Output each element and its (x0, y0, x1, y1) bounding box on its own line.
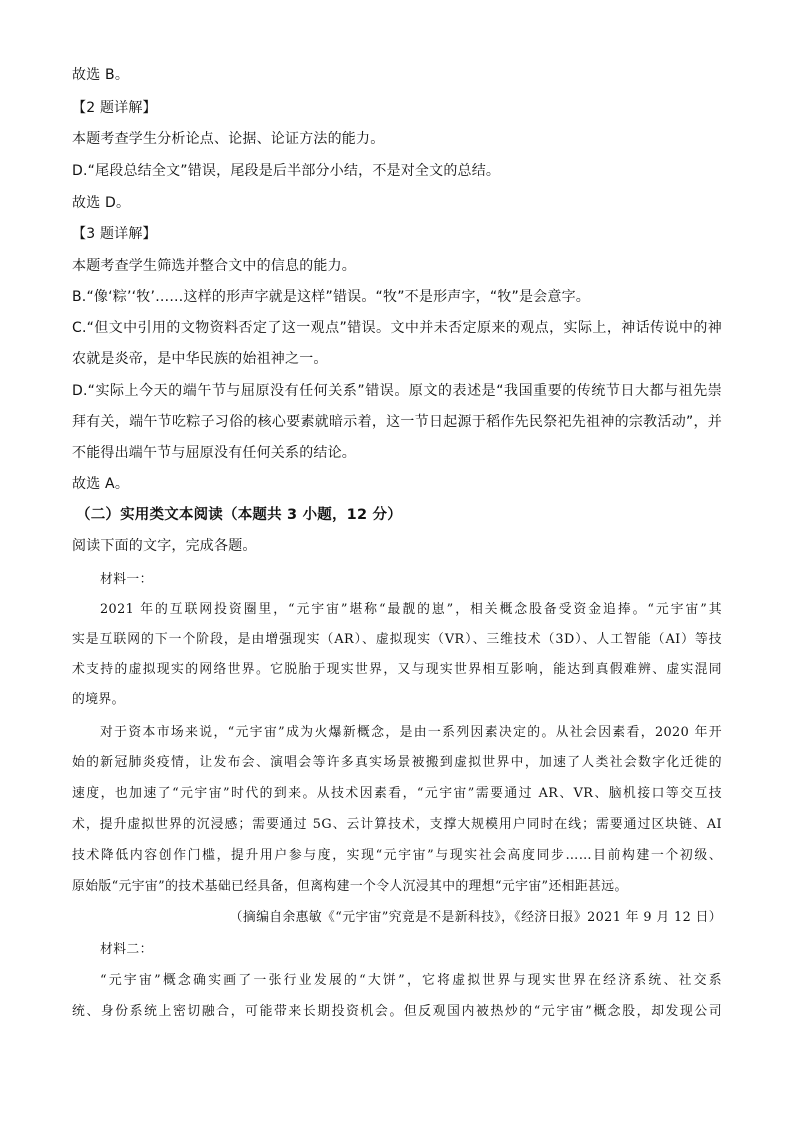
q3-option-c-line-1: C.“但文中引用的文物资料否定了这一观点”错误。文中并未否定原来的观点，实际上，神话传说中的神 (72, 320, 722, 336)
material1-p2-line-2: 始的新冠肺炎疫情，让发布会、演唱会等许多真实场景被搬到虚拟世界中，加速了人类社会数字化迁徙的 (72, 755, 722, 770)
q3-option-d-line-1: D.“实际上今天的端午节与屈原没有任何关系”错误。原文的表述是“我国重要的传统节日大都与祖先崇 (72, 383, 722, 399)
material1-label: 材料一： (100, 572, 153, 587)
section-heading: （二）实用类文本阅读（本题共 3 小题，12 分） (76, 507, 402, 523)
q3-option-d-line-2: 拜有关，端午节吃粽子习俗的核心要素就暗示着，这一节日起源于稻作先民祭祀先祖神的宗教活动”，并 (72, 414, 722, 430)
material1-p2-line-6: 原始版“元宇宙”的技术基础已经具备，但离构建一个令人沉浸其中的理想“元宇宙”还相距甚远。 (72, 879, 628, 894)
material1-p2-line-5: 技术降低内容创作门槛，提升用户参与度，实现“元宇宙”与现实社会高度同步……目前构建一个初级、 (72, 848, 722, 863)
material1-p2-line-1: 对于资本市场来说，“元宇宙”成为火爆新概念，是由一系列因素决定的。从社会因素看，2020 年开 (100, 725, 722, 740)
q2-option-d: D.“尾段总结全文”错误，尾段是后半部分小结，不是对全文的总结。 (72, 163, 501, 179)
material1-p2-line-4: 术，提升虚拟世界的沉浸感；需要通过 5G、云计算技术，支撑大规模用户同时在线；需要通过区块链、AI (72, 817, 722, 832)
material2-p1-line-2: 统、身份系统上密切融合，可能带来长期投资机会。但反观国内被热炒的“元宇宙”概念股，却发现公司 (72, 1004, 722, 1019)
material1-p1-line-1: 2021 年的互联网投资圈里，“元宇宙”堪称“最靓的崽”，相关概念股备受资金追捧。“元宇宙”其 (100, 602, 722, 617)
material1-p2-line-3: 速度，也加速了“元宇宙”时代的到来。从技术因素看，“元宇宙”需要通过 AR、VR、脑机接口等交互技 (72, 786, 722, 801)
q2-heading: 【2 题详解】 (72, 100, 157, 116)
q2-ability: 本题考查学生分析论点、论据、论证方法的能力。 (72, 131, 385, 147)
section-instruction: 阅读下面的文字，完成各题。 (72, 538, 257, 554)
q3-option-c-line-2: 农就是炎帝，是中华民族的始祖神之一。 (72, 351, 328, 367)
q3-option-b: B.“像‘粽’‘牧’……这样的形声字就是这样”错误。“牧”不是形声字，“牧”是会意字。 (72, 289, 590, 305)
q3-conclusion: 故选 A。 (72, 476, 130, 492)
q3-heading: 【3 题详解】 (72, 226, 157, 242)
q3-option-d-line-3: 不能得出端午节与屈原没有任何关系的结论。 (72, 445, 356, 461)
q1-conclusion: 故选 B。 (72, 67, 130, 83)
material1-p1-line-4: 的境界。 (72, 692, 125, 707)
material2-label: 材料二： (100, 942, 153, 957)
q3-ability: 本题考查学生筛选并整合文中的信息的能力。 (72, 258, 356, 274)
material1-source: （摘编自余惠敏《“元宇宙”究竟是不是新科技》，《经济日报》2021 年 9 月 12 日） (229, 910, 722, 925)
material1-p1-line-3: 术支持的虚拟现实的网络世界。它脱胎于现实世界，又与现实世界相互影响，能达到真假难辨、虚实混同 (72, 662, 722, 677)
q2-conclusion: 故选 D。 (72, 195, 131, 211)
material1-p1-line-2: 实是互联网的下一个阶段，是由增强现实（AR）、虚拟现实（VR）、三维技术（3D）、人工智能（AI）等技 (72, 632, 722, 647)
material2-p1-line-1: “元宇宙”概念确实画了一张行业发展的“大饼”，它将虚拟世界与现实世界在经济系统、社交系 (100, 973, 722, 988)
